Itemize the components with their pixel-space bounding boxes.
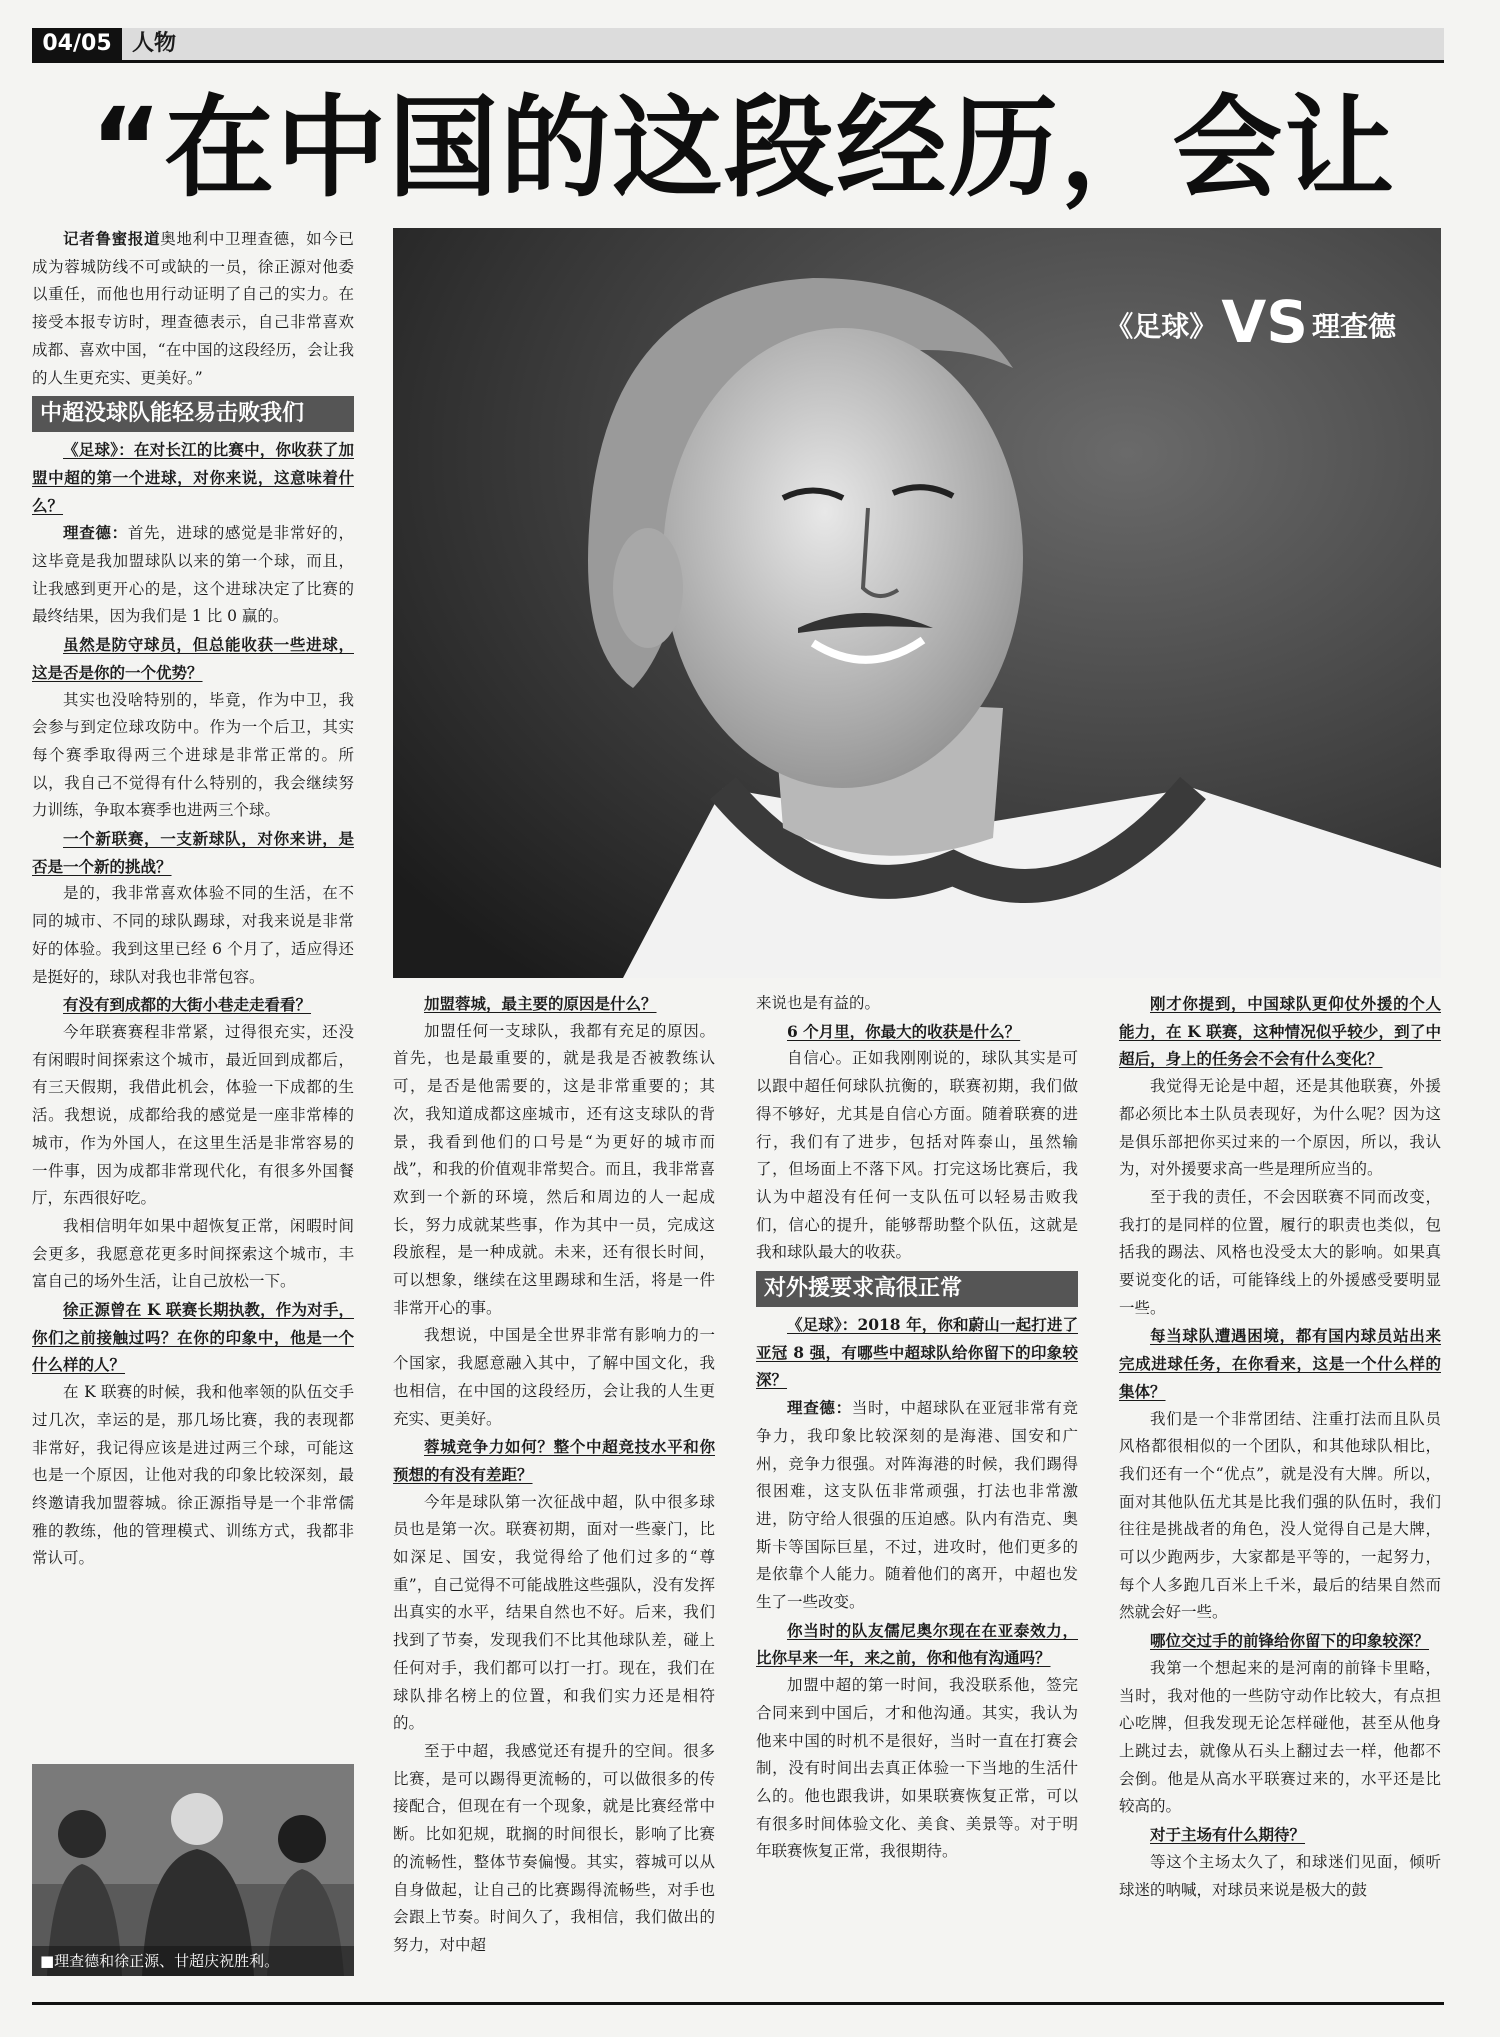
- answer: 加盟中超的第一时间，我没联系他，签完合同来到中国后，才和他沟通。其实，我认为他来中国的时机不是很好，当时一直在打赛会制，没有时间出去真正体验一下当地的生活什么的。他也跟我讲，如果联赛恢复正常，可以有很多时间体验文化、美食、美景等。对于明年联赛恢复正常，我很期待。: [756, 1676, 1078, 1861]
- column-3: [756, 990, 1078, 1995]
- answer: 我们是一个非常团结、注重打法而且队员风格都很相似的一个团队，和其他球队相比，我们还有一个“优点”，就是没有大牌。所以，面对其他队伍尤其是比我们强的队伍时，我们往往是挑战者的角色，没人觉得自己是大牌，可以少跑两步，大家都是平等的，一起努力，每个人多跑几百米上千米，最后的结果自然而然就会好一些。: [1119, 1409, 1441, 1622]
- question: 徐正源曾在 K 联赛长期执教，作为对手，你们之前接触过吗？在你的印象中，他是一个什么样的人？: [32, 1300, 354, 1375]
- answer: 我觉得无论是中超，还是其他联赛，外援都必须比本土队员表现好，为什么呢？因为这是俱乐部把你买过来的一个原因，所以，我认为，对外援要求高一些是理所应当的。: [1119, 1077, 1441, 1179]
- photo-title-left: 《足球》: [1105, 310, 1218, 343]
- answer: 我想说，中国是全世界非常有影响力的一个国家，我愿意融入其中，了解中国文化，我也相信，在中国的这段经历，会让我的人生更充实、更美好。: [393, 1326, 715, 1428]
- column-4: [1119, 990, 1441, 1995]
- page-header: [32, 28, 1444, 63]
- photo-title-right: 理查德: [1311, 310, 1396, 343]
- question: 虽然是防守球员，但总能收获一些进球，这是否是你的一个优势？: [32, 635, 354, 682]
- question: 《足球》：在对长江的比赛中，你收获了加盟中超的第一个进球，对你来说，这意味着什么？: [32, 440, 354, 515]
- answer: 理查德：首先，进球的感觉是非常好的，这毕竟是我加盟球队以来的第一个球，而且，让我感到更开心的是，这个进球决定了比赛的最终结果，因为我们是 1 比 0 赢的。: [32, 523, 354, 626]
- photo-title-vs: VS: [1221, 288, 1308, 356]
- page-number: 04/05: [32, 28, 122, 60]
- section-title: 人物: [132, 31, 177, 56]
- celebration-illustration: [32, 1764, 354, 1976]
- photo-caption: ■理查德和徐正源、甘超庆祝胜利。: [32, 1946, 354, 1976]
- question: 哪位交过手的前锋给你留下的印象较深？: [1150, 1631, 1430, 1651]
- question: 每当球队遭遇困境，都有国内球员站出来完成进球任务，在你看来，这是一个什么样的集体？: [1119, 1326, 1441, 1401]
- question: 刚才你提到，中国球队更仰仗外援的个人能力，在 K 联赛，这种情况似乎较少，到了中超后，身上的任务会不会有什么变化？: [1119, 994, 1441, 1069]
- photo-title: [1105, 288, 1396, 356]
- answer: 自信心。正如我刚刚说的，球队其实是可以跟中超任何球队抗衡的，联赛初期，我们做得不够好，尤其是自信心方面。随着联赛的进行，我们有了进步，包括对阵泰山，虽然输了，但场面上不落下风。打完这场比赛后，我认为中超没有任何一支队伍可以轻易击败我们，信心的提升，能够帮助整个队伍，这就是我和球队最大的收获。: [756, 1049, 1078, 1262]
- answer-speaker: 理查德：: [787, 1398, 852, 1418]
- answer: 至于中超，我感觉还有提升的空间。很多比赛，是可以踢得更流畅的，可以做很多的传接配合，但现在有一个现象，就是比赛经常中断。比如犯规，耽搁的时间很长，影响了比赛的流畅性，整体节奏偏慢。其实，蓉城可以从自身做起，让自己的比赛踢得流畅些，对手也会跟上节奏。时间久了，我相信，我们做出的努力，对中超: [393, 1741, 715, 1954]
- column-1: [32, 225, 354, 1755]
- question: 你当时的队友儒尼奥尔现在在亚泰效力，比你早来一年，来之前，你和他有沟通吗？: [756, 1620, 1078, 1668]
- main-photo: [393, 228, 1441, 978]
- intro-paragraph: 记者鲁蜜报道奥地利中卫理查德，如今已成为蓉城防线不可或缺的一员，徐正源对他委以重任，而他也用行动证明了自己的实力。在接受本报专访时，理查德表示，自己非常喜欢成都、喜欢中国，“在中国的这段经历，会让我的人生更充实、更美好。”: [32, 229, 354, 387]
- question: 一个新联赛，一支新球队，对你来讲，是否是一个新的挑战？: [32, 829, 354, 876]
- intro-byline: 记者鲁蜜报道: [63, 229, 161, 248]
- answer: 今年是球队第一次征战中超，队中很多球员也是第一次。联赛初期，面对一些豪门，比如深足、国安，我觉得给了他们过多的“尊重”，自己觉得不可能战胜这些强队，没有发挥出真实的水平，结果自然也不好。后来，我们找到了节奏，发现我们不比其他球队差，碰上任何对手，我们都可以打一打。现在，我们在球队排名榜上的位置，和我们实力还是相符的。: [393, 1492, 715, 1733]
- question: 对于主场有什么期待？: [1150, 1825, 1306, 1845]
- subhead-1: 中超没球队能轻易击败我们: [32, 396, 354, 432]
- footer-rule: [32, 2002, 1444, 2005]
- question: 有没有到成都的大街小巷走走看看？: [63, 995, 312, 1015]
- answer: 等这个主场太久了，和球迷们见面，倾听球迷的呐喊，对球员来说是极大的鼓: [1119, 1852, 1441, 1899]
- answer: 是的，我非常喜欢体验不同的生活，在不同的城市、不同的球队踢球，对我来说是非常好的体验。我到这里已经 6 个月了，适应得还是挺好的，球队对我也非常包容。: [32, 884, 354, 986]
- answer: 其实也没啥特别的，毕竟，作为中卫，我会参与到定位球攻防中。作为一个后卫，其实每个赛季取得两三个进球是非常正常的。所以，我自己不觉得有什么特别的，我会继续努力训练，争取本赛季也进两三个球。: [32, 690, 354, 820]
- subhead-2: 对外援要求高很正常: [756, 1271, 1078, 1307]
- answer: 我第一个想起来的是河南的前锋卡里略，当时，我对他的一些防守动作比较大，有点担心吃牌，但我发现无论怎样碰他，甚至从他身上跳过去，就像从石头上翻过去一样，他都不会倒。他是从高水平联赛过来的，水平还是比较高的。: [1119, 1658, 1441, 1816]
- answer: 加盟任何一支球队，我都有充足的原因。首先，也是最重要的，就是我是否被教练认可，是否是他需要的，这是非常重要的；其次，我知道成都这座城市，还有这支球队的背景，我看到他们的口号是“为更好的城市而战”，和我的价值观非常契合。而且，我非常喜欢到一个新的环境，然后和周边的人一起成长，努力成就某些事，作为其中一员，完成这段旅程，是一种成就。未来，还有很长时间，可以想象，继续在这里踢球和生活，将是一件非常开心的事。: [393, 1021, 715, 1317]
- headline: “在中国的这段经历，会让: [90, 84, 1397, 212]
- question: 《足球》：2018 年，你和蔚山一起打进了亚冠 8 强，有哪些中超球队给你留下的印象较深？: [756, 1315, 1078, 1390]
- answer: 我相信明年如果中超恢复正常，闲暇时间会更多，我愿意花更多时间探索这个城市，丰富自己的场外生活，让自己放松一下。: [32, 1216, 354, 1291]
- question: 加盟蓉城，最主要的原因是什么？: [424, 994, 657, 1013]
- answer: 理查德：当时，中超球队在亚冠非常有竞争力，我印象比较深刻的是海港、国安和广州，竞争力很强。对阵海港的时候，我们踢得很困难，这支队伍非常顽强，打法也非常激进，防守给人很强的压迫感。队内有浩克、奥斯卡等国际巨星，不过，进攻时，他们更多的是依靠个人能力。随着他们的离开，中超也发生了一些改变。: [756, 1398, 1078, 1612]
- answer: 在 K 联赛的时候，我和他率领的队伍交手过几次，幸运的是，那几场比赛，我的表现都非常好，我记得应该是进过两三个球，可能这也是一个原因，让他对我的印象比较深刻，最终邀请我加盟蓉城。徐正源指导是一个非常儒雅的教练，他的管理模式、训练方式，我都非常认可。: [32, 1383, 354, 1568]
- question: 蓉城竞争力如何？整个中超竞技水平和你预想的有没有差距？: [393, 1437, 715, 1484]
- column-2: [393, 990, 715, 1995]
- answer-speaker: 理查德：: [63, 523, 128, 543]
- question: 6 个月里，你最大的收获是什么？: [787, 1021, 1021, 1041]
- small-photo: [32, 1764, 354, 1976]
- answer: 来说也是有益的。: [756, 994, 881, 1012]
- answer: 至于我的责任，不会因联赛不同而改变，我打的是同样的位置，履行的职责也类似，包括我的踢法、风格也没受太大的影响。如果真要说变化的话，可能锋线上的外援感受要明显一些。: [1119, 1187, 1441, 1317]
- answer: 今年联赛赛程非常紧，过得很充实，还没有闲暇时间探索这个城市，最近回到成都后，有三天假期，我借此机会，体验一下成都的生活。我想说，成都给我的感觉是一座非常棒的城市，作为外国人，在这里生活是非常容易的一件事，因为成都非常现代化，有很多外国餐厅，东西很好吃。: [32, 1022, 354, 1208]
